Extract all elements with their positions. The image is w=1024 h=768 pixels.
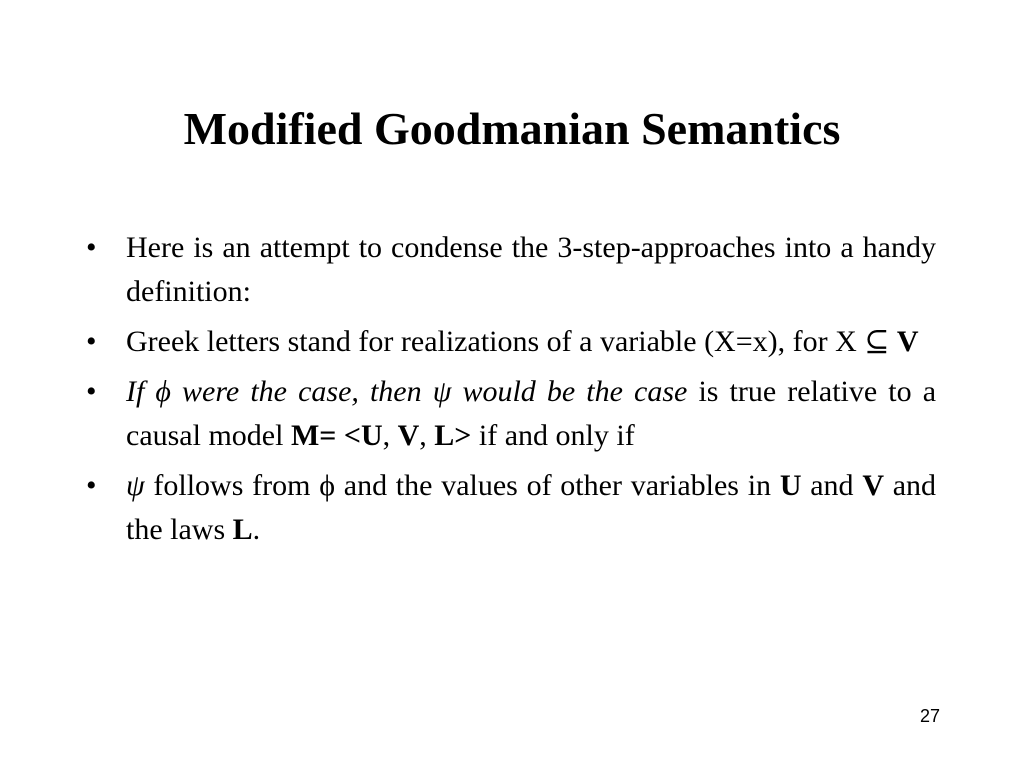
- model-l: L>: [434, 419, 472, 452]
- would-clause: would be the case: [462, 375, 688, 408]
- were-clause: were the case, then: [182, 375, 422, 408]
- if-word: If: [126, 375, 145, 408]
- variable-set-v: V: [896, 325, 919, 358]
- page-number: 27: [919, 706, 940, 726]
- bullet-icon: •: [86, 469, 97, 502]
- period: .: [252, 513, 261, 546]
- bullet-text: and the values of other variables in: [343, 469, 772, 502]
- subset-symbol: ⊆: [864, 325, 890, 358]
- bullet-text: Greek letters stand for realizations of a variable (X=x), for X: [126, 325, 857, 358]
- bullet-item-3: • If ϕ were the case, then ψ would be the case is true relative to a causal model M= <U, V, L> if and only if: [86, 370, 936, 458]
- psi-symbol: ψ: [126, 469, 145, 502]
- bullet-icon: •: [86, 375, 97, 408]
- bullet-item-4: [86, 464, 936, 552]
- bullet-icon: •: [86, 231, 97, 264]
- psi-symbol: ψ: [432, 375, 452, 408]
- bullet-icon: •: [86, 325, 97, 358]
- and-word: and: [810, 469, 854, 502]
- laws-l: L: [232, 513, 253, 546]
- bullet-text: and the laws: [126, 469, 937, 546]
- bullet-list: [86, 226, 936, 558]
- phi-symbol: ϕ: [155, 375, 171, 408]
- model-v: V: [397, 419, 420, 452]
- slide-title: Modified Goodmanian Semantics: [183, 103, 841, 154]
- bullet-text: is true relative to a causal model: [126, 375, 937, 452]
- phi-symbol: ϕ: [319, 469, 335, 502]
- set-u: U: [779, 469, 802, 502]
- bullet-text: Here is an attempt to condense the 3-step-approaches into a handy definition:: [126, 231, 936, 308]
- bullet-item-1: [86, 226, 936, 314]
- bullet-text-end: if and only if: [478, 419, 635, 452]
- model-m-u: M= <U: [290, 419, 383, 452]
- bullet-item-2: [86, 320, 936, 364]
- bullet-text: follows from: [153, 469, 311, 502]
- set-v: V: [862, 469, 884, 502]
